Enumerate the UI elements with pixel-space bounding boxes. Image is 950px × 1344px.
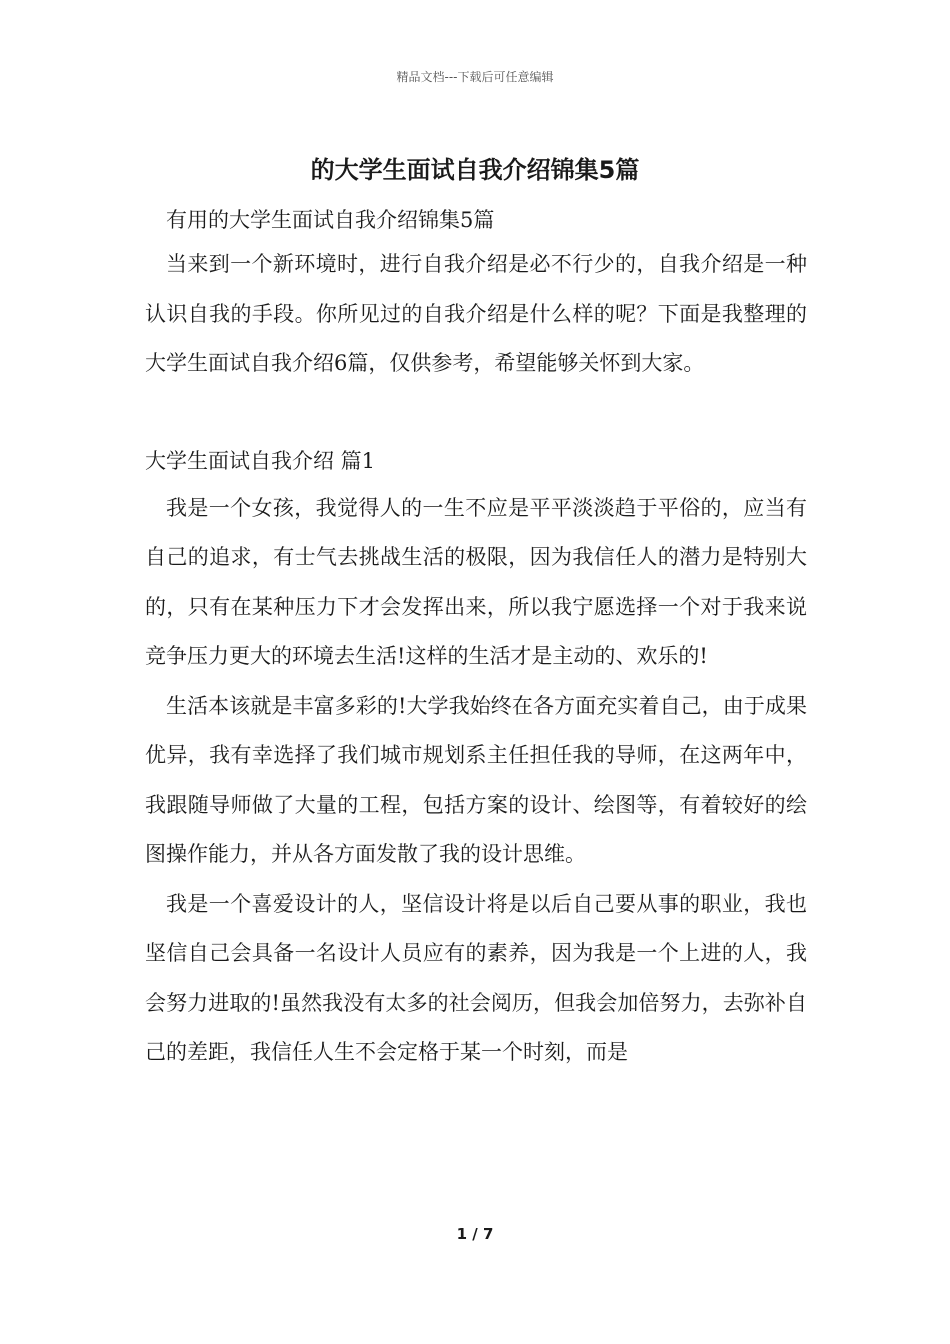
section-spacer <box>145 389 807 438</box>
document-subtitle: 有用的大学生面试自我介绍锦集5篇 <box>166 208 495 232</box>
document-body <box>145 200 807 1078</box>
section-heading: 大学生面试自我介绍 篇1 <box>145 448 376 473</box>
body-paragraph: 我是一个女孩，我觉得人的一生不应是平平淡淡趋于平俗的，应当有自己的追求，有士气去挑战生活的极限，因为我信任人的潜力是特别大的，只有在某种压力下才会发挥出来，所以我宁愿选择一个对于我来说竞争压力更大的环境去生活!这样的生活才是主动的、欢乐的! <box>145 495 807 668</box>
body-paragraph: 生活本该就是丰富多彩的!大学我始终在各方面充实着自己，由于成果优异，我有幸选择了我们城市规划系主任担任我的导师，在这两年中，我跟随导师做了大量的工程，包括方案的设计、绘图等，有着较好的绘图操作能力，并从各方面发散了我的设计思维。 <box>145 693 807 866</box>
page-number: 1 / 7 <box>456 1225 494 1243</box>
intro-paragraph: 当来到一个新环境时，进行自我介绍是必不行少的，自我介绍是一种认识自我的手段。你所见过的自我介绍是什么样的呢？下面是我整理的大学生面试自我介绍6篇，仅供参考，希望能够关怀到大家。 <box>145 252 807 375</box>
document-title: 的大学生面试自我介绍锦集5篇 <box>310 156 640 184</box>
page-header: 精品文档---下载后可任意编辑 <box>396 70 554 84</box>
body-paragraph: 我是一个喜爱设计的人，坚信设计将是以后自己要从事的职业，我也坚信自己会具备一名设计人员应有的素养，因为我是一个上进的人，我会努力进取的!虽然我没有太多的社会阅历，但我会加倍努力，去弥补自己的差距，我信任人生不会定格于某一个时刻，而是 <box>145 891 807 1064</box>
